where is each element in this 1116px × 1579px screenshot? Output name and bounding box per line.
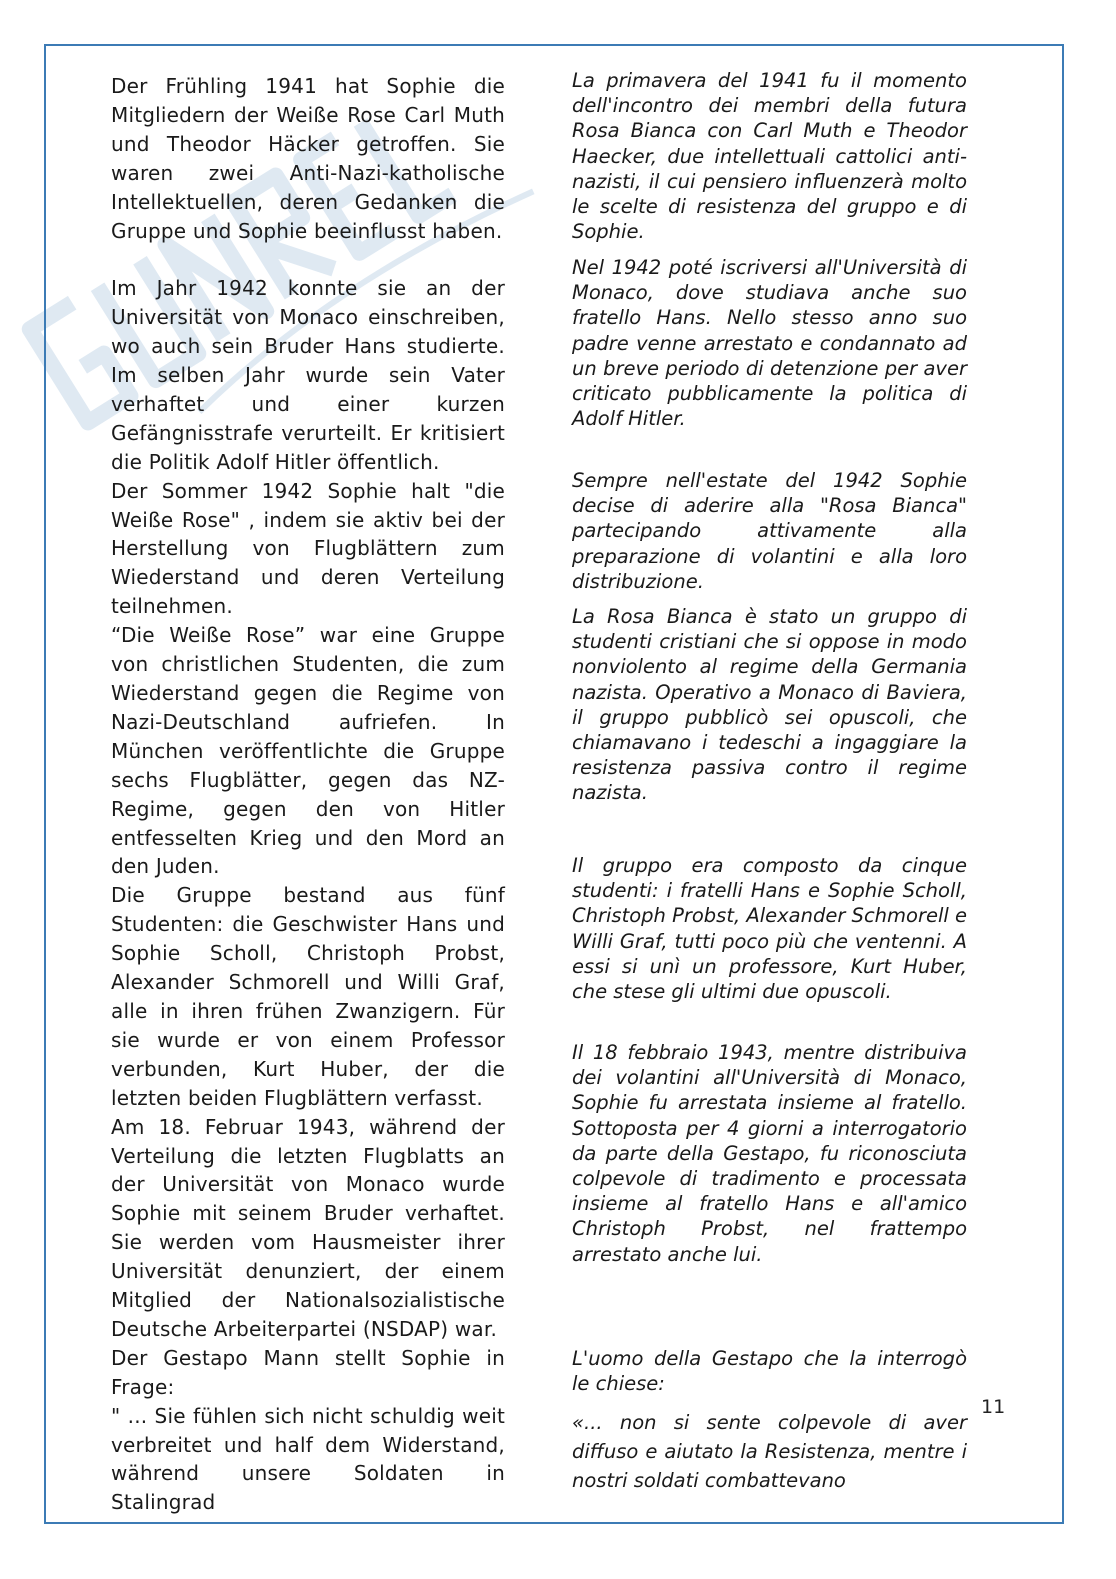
italian-paragraph: Nel 1942 poté iscriversi all'Università di Monaco, dove studiava anche suo fratello Hans. Nello stesso anno suo padre venne arrestato e condannato ad un breve periodo di detenzione per aver criticato pubblicamente la politica di Adolf Hitler. bbox=[572, 256, 967, 431]
german-paragraph: " ... Sie fühlen sich nicht schuldig weit verbreitet und half dem Widerstand, während unsere Soldaten in Stalingrad bbox=[111, 1403, 505, 1515]
german-paragraph: Am 18. Februar 1943, während der Verteilung die letzten Flugblatts an der Universität von Monaco wurde Sophie mit seinem Bruder verhaftet. Sie werden vom Hausmeister ihrer Universität denunziert, der einem Mitglied der Nationalsozialistische Deutsche Arbeiterpartei (NSDAP) war. bbox=[111, 1114, 505, 1341]
italian-paragraph: Il 18 febbraio 1943, mentre distribuiva dei volantini all'Università di Monaco, Sophie fu arrestata insieme al fratello. Sottoposta per 4 giorni a interrogatorio da parte della Gestapo, fu riconosciuta colpevole di tradimento e processata insieme al fratello Hans e all'amico Christoph Probst, nel frattempo arrestato anche lui. bbox=[572, 1041, 967, 1266]
german-paragraph: Im Jahr 1942 konnte sie an der Universität von Monaco einschreiben, wo auch sein Bruder Hans studierte. Im selben Jahr wurde sein Vater verhaftet und einer kurzen Gefängnisstrafe verurteilt. Er kritisiert die Politik Adolf Hitler öffentlich. bbox=[111, 276, 505, 474]
german-paragraph: Die Gruppe bestand aus fünf Studenten: die Geschwister Hans und Sophie Scholl, Christoph Probst, Alexander Schmorell und Willi Graf, alle in ihren frühen Zwanzigern. Für sie wurde er von einem Professor verbunden, Kurt Huber, der die letzten beiden Flugblättern verfasst. bbox=[111, 883, 505, 1110]
german-paragraph: Der Gestapo Mann stellt Sophie in Frage: bbox=[111, 1345, 505, 1399]
german-paragraph: Der Frühling 1941 hat Sophie die Mitgliedern der Weiße Rose Carl Muth und Theodor Häcker getroffen. Sie waren zwei Anti-Nazi-katholische Intellektuellen, deren Gedanken die Gruppe und Sophie beeinflusst haben. bbox=[111, 74, 505, 243]
page-number: 11 bbox=[981, 1396, 1006, 1418]
german-paragraph: Der Sommer 1942 Sophie halt "die Weiße Rose" , indem sie aktiv bei der Herstellung von Flugblättern zum Wiederstand und deren Verteilung teilnehmen. bbox=[111, 478, 505, 619]
italian-paragraph: La primavera del 1941 fu il momento dell'incontro dei membri della futura Rosa Bianca con Carl Muth e Theodor Haecker, due intellettuali cattolici anti-nazisti, il cui pensiero influenzerà molto le scelte di resistenza del gruppo e di Sophie. bbox=[572, 69, 967, 244]
german-paragraph: “Die Weiße Rose” war eine Gruppe von christlichen Studenten, die zum Wiederstand gegen die Regime von Nazi-Deutschland aufriefen. In München veröffentlichte die Gruppe sechs Flugblätter, gegen das NZ-Regime, gegen den von Hitler entfesselten Krieg und den Mord an den Juden. bbox=[111, 623, 505, 879]
italian-paragraph: Il gruppo era composto da cinque studenti: i fratelli Hans e Sophie Scholl, Christoph Probst, Alexander Schmorell e Willi Graf, tutti poco più che ventenni. A essi si unì un professore, Kurt Huber, che stese gli ultimi due opuscoli. bbox=[572, 854, 967, 1004]
italian-paragraph: L'uomo della Gestapo che la interrogò le chiese: bbox=[572, 1347, 967, 1396]
italian-paragraph: La Rosa Bianca è stato un gruppo di studenti cristiani che si oppose in modo nonviolento al regime della Germania nazista. Operativo a Monaco di Baviera, il gruppo pubblicò sei opuscoli, che chiamavano i tedeschi a ingaggiare la resistenza passiva contro il regime nazista. bbox=[572, 605, 967, 805]
italian-paragraph: «... non si sente colpevole di aver diffuso e aiutato la Resistenza, mentre i nostri soldati combattevano bbox=[572, 1411, 967, 1492]
german-column bbox=[111, 72, 505, 1517]
italian-paragraph: Sempre nell'estate del 1942 Sophie decise di aderire alla "Rosa Bianca" partecipando attivamente alla preparazione di volantini e alla loro distribuzione. bbox=[572, 469, 967, 593]
